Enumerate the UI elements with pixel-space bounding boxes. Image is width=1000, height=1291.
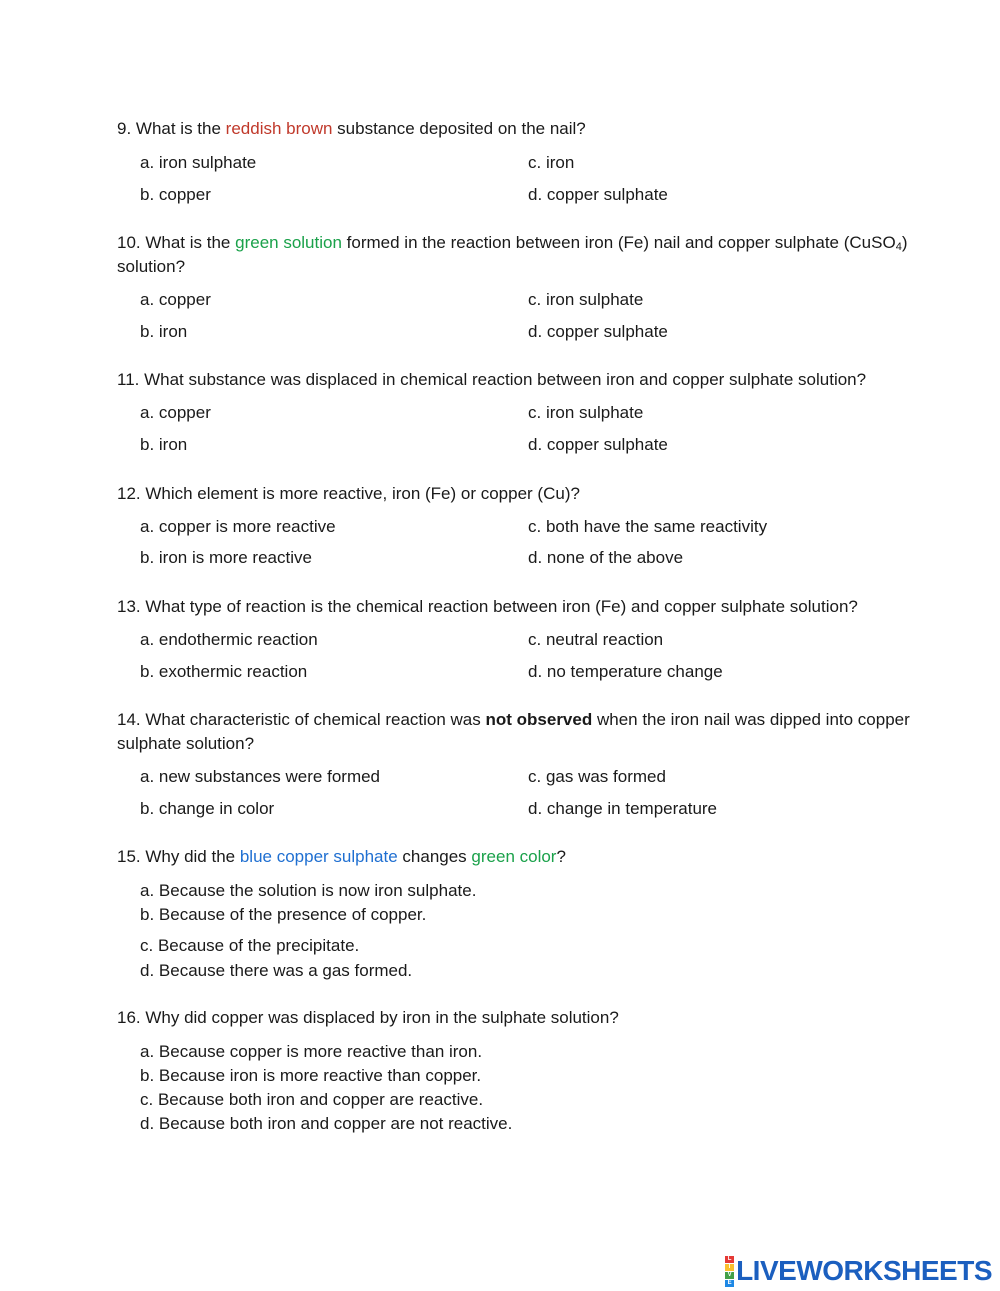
question-text: 14. What characteristic of chemical reaction was (117, 710, 486, 729)
question-9 (117, 117, 917, 141)
highlight-text: reddish brown (225, 119, 333, 138)
q13-option-b[interactable]: b. exothermic reaction (140, 662, 308, 681)
q11-option-b[interactable]: b. iron (140, 435, 188, 454)
question-text: formed in the reaction between iron (Fe) nail and copper sulphate (CuSO (341, 233, 896, 252)
emphasis-text: not observed (485, 710, 593, 729)
highlight-text: blue copper sulphate (239, 847, 398, 866)
q12-option-b[interactable]: b. iron is more reactive (140, 548, 312, 567)
q14-option-d[interactable]: d. change in temperature (528, 799, 718, 818)
q15-option-a[interactable]: a. Because the solution is now iron sulphate. (140, 881, 477, 900)
question-12: 12. Which element is more reactive, iron (Fe) or copper (Cu)? (117, 484, 580, 503)
question-text: 9. What is the (117, 119, 226, 138)
highlight-text: green solution (235, 233, 342, 252)
q12-option-c[interactable]: c. both have the same reactivity (528, 517, 768, 536)
question-14 (117, 708, 917, 756)
q13-option-a[interactable]: a. endothermic reaction (140, 630, 318, 649)
q15-option-d[interactable]: d. Because there was a gas formed. (140, 961, 413, 980)
q9-option-d[interactable]: d. copper sulphate (528, 185, 668, 204)
question-11: 11. What substance was displaced in chemical reaction between iron and copper sulphate solution? (117, 370, 867, 389)
q14-option-a[interactable]: a. new substances were formed (140, 767, 381, 786)
logo-mark-letter: V (725, 1272, 734, 1279)
q11-option-d[interactable]: d. copper sulphate (528, 435, 668, 454)
subscript: 4 (895, 241, 902, 253)
logo-mark-icon (725, 1256, 734, 1287)
q13-option-c[interactable]: c. neutral reaction (528, 630, 664, 649)
logo-mark-letter: I (725, 1264, 734, 1271)
q10-option-c[interactable]: c. iron sulphate (528, 290, 644, 309)
q9-option-a[interactable]: a. iron sulphate (140, 153, 257, 172)
q13-option-d[interactable]: d. no temperature change (528, 662, 723, 681)
logo-text: LIVEWORKSHEETS (736, 1255, 992, 1286)
question-16: 16. Why did copper was displaced by iron in the sulphate solution? (117, 1008, 619, 1027)
question-text: ) solution? (117, 233, 908, 276)
question-text: 15. Why did the (117, 847, 240, 866)
logo-mark-letter: E (725, 1280, 734, 1287)
q16-option-c[interactable]: c. Because both iron and copper are reactive. (140, 1090, 484, 1109)
q10-option-d[interactable]: d. copper sulphate (528, 322, 668, 341)
question-text: substance deposited on the nail? (332, 119, 586, 138)
q9-option-b[interactable]: b. copper (140, 185, 211, 204)
q14-option-c[interactable]: c. gas was formed (528, 767, 666, 786)
question-15 (117, 845, 917, 869)
question-text: ? (556, 847, 566, 866)
q11-option-c[interactable]: c. iron sulphate (528, 403, 644, 422)
question-13: 13. What type of reaction is the chemical reaction between iron (Fe) and copper sulphate solution? (117, 597, 858, 616)
q15-option-c[interactable]: c. Because of the precipitate. (140, 936, 360, 955)
q12-option-a[interactable]: a. copper is more reactive (140, 517, 336, 536)
q9-option-c[interactable]: c. iron (528, 153, 575, 172)
q12-option-d[interactable]: d. none of the above (528, 548, 684, 567)
q15-option-b[interactable]: b. Because of the presence of copper. (140, 905, 427, 924)
q11-option-a[interactable]: a. copper (140, 403, 211, 422)
highlight-text: green color (471, 847, 557, 866)
q16-option-a[interactable]: a. Because copper is more reactive than iron. (140, 1042, 483, 1061)
liveworksheets-logo (725, 1256, 992, 1286)
question-text: 10. What is the (117, 233, 236, 252)
q16-option-d[interactable]: d. Because both iron and copper are not reactive. (140, 1114, 513, 1133)
question-text: changes (397, 847, 472, 866)
question-text: when the iron nail was dipped into copper sulphate solution? (117, 710, 910, 753)
q10-option-a[interactable]: a. copper (140, 290, 211, 309)
q10-option-b[interactable]: b. iron (140, 322, 188, 341)
q16-option-b[interactable]: b. Because iron is more reactive than copper. (140, 1066, 482, 1085)
q14-option-b[interactable]: b. change in color (140, 799, 275, 818)
question-10 (117, 231, 917, 279)
logo-mark-letter: L (725, 1256, 734, 1263)
